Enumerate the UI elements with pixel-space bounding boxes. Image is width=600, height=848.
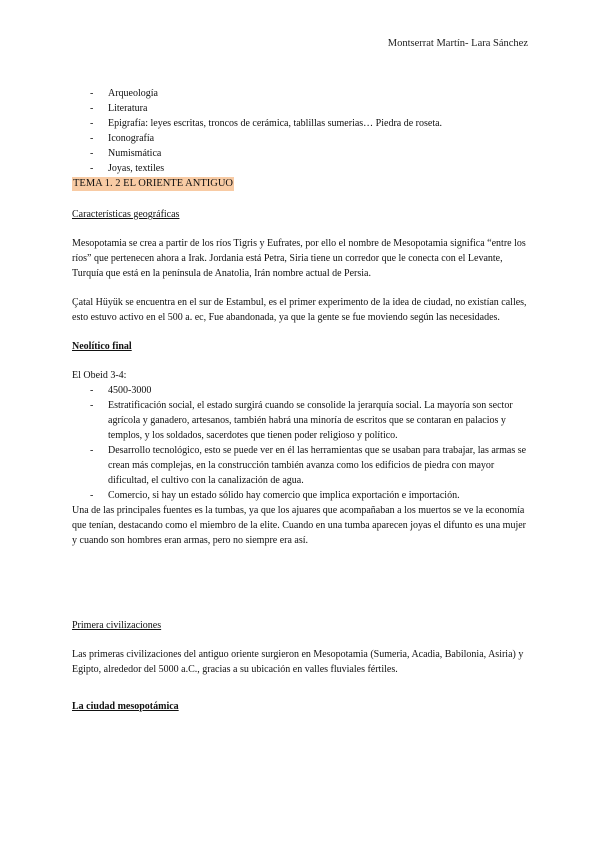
heading-city: La ciudad mesopotámica bbox=[72, 701, 179, 712]
list-item: - Desarrollo tecnológico, esto se puede ver en él las herramientas que se usaban para trabajar, las armas se crean más complejas, en la construcción también avanza como los edificios de piedra con mayor dificultad, el cultivo con la canalización de agua. bbox=[72, 443, 528, 488]
list-item: - Joyas, textiles bbox=[72, 161, 528, 176]
list-item: - Arqueología bbox=[72, 86, 528, 101]
obeid-list bbox=[72, 383, 528, 503]
sources-list bbox=[72, 86, 528, 176]
spacer bbox=[72, 562, 528, 618]
list-item: - Estratificación social, el estado surgirá cuando se consolide la jerarquía social. La mayoría son sector agrícola y ganadero, artesanos, también habrá una minoría de escritos que se contaran en palacios y templos, y los soldados, sacerdotes que tienen poder religioso y político. bbox=[72, 398, 528, 443]
list-item: - Numismática bbox=[72, 146, 528, 161]
heading-civilizations: Primera civilizaciones bbox=[72, 620, 162, 631]
paragraph-catal-huyuk: Çatal Hüyük se encuentra en el sur de Estambul, es el primer experimento de la idea de ciudad, no existían calles, esto estuvo activo en el 500 a. ec, Fue abandonada, ya que la gente se fue moviendo según las necesidades. bbox=[72, 297, 527, 323]
list-item: - Epigrafía: leyes escritas, troncos de cerámica, tablillas sumerias… Piedra de roseta. bbox=[72, 116, 528, 131]
heading-neolitico: Neolítico final bbox=[72, 341, 132, 352]
tema-title: TEMA 1. 2 EL ORIENTE ANTIGUO bbox=[73, 178, 234, 189]
list-item: - 4500-3000 bbox=[72, 383, 528, 398]
page-content bbox=[72, 86, 528, 728]
paragraph-mesopotamia: Mesopotamia se crea a partir de los ríos Tigris y Eufrates, por ello el nombre de Mesopotamia significa “entre los ríos” que pertenecen ahora a Irak. Jordania está Petra, Siria tiene un corredor que le conecta con el Levante, Turquía que está en la península de Anatolia, Irán nombre actual de Persia. bbox=[72, 238, 526, 279]
paragraph-tombs: Una de las principales fuentes es la tumbas, ya que los ajuares que acompañaban a los muertos se ve la economía que tenían, destacando como el miembro de la elite. Cuando en una tumba aparecen joyas el difunto es una mujer y cuando son hombres eran armas, pero no siempre era así. bbox=[72, 505, 527, 546]
page-header-author: Montserrat Martín- Lara Sánchez bbox=[387, 38, 528, 49]
heading-geographic: Características geográficas bbox=[72, 209, 180, 220]
list-item: - Literatura bbox=[72, 101, 528, 116]
obeid-title: El Obeid 3-4: bbox=[72, 370, 127, 381]
paragraph-civilizations: Las primeras civilizaciones del antiguo oriente surgieron en Mesopotamia (Sumeria, Acadia, Babilonia, Asiria) y Egipto, alrededor del 5000 a.C., gracias a su ubicación en valles fluviales fértiles. bbox=[72, 649, 524, 675]
list-item: - Comercio, si hay un estado sólido hay comercio que implica exportación e importación. bbox=[72, 488, 528, 503]
list-item: - Iconografía bbox=[72, 131, 528, 146]
